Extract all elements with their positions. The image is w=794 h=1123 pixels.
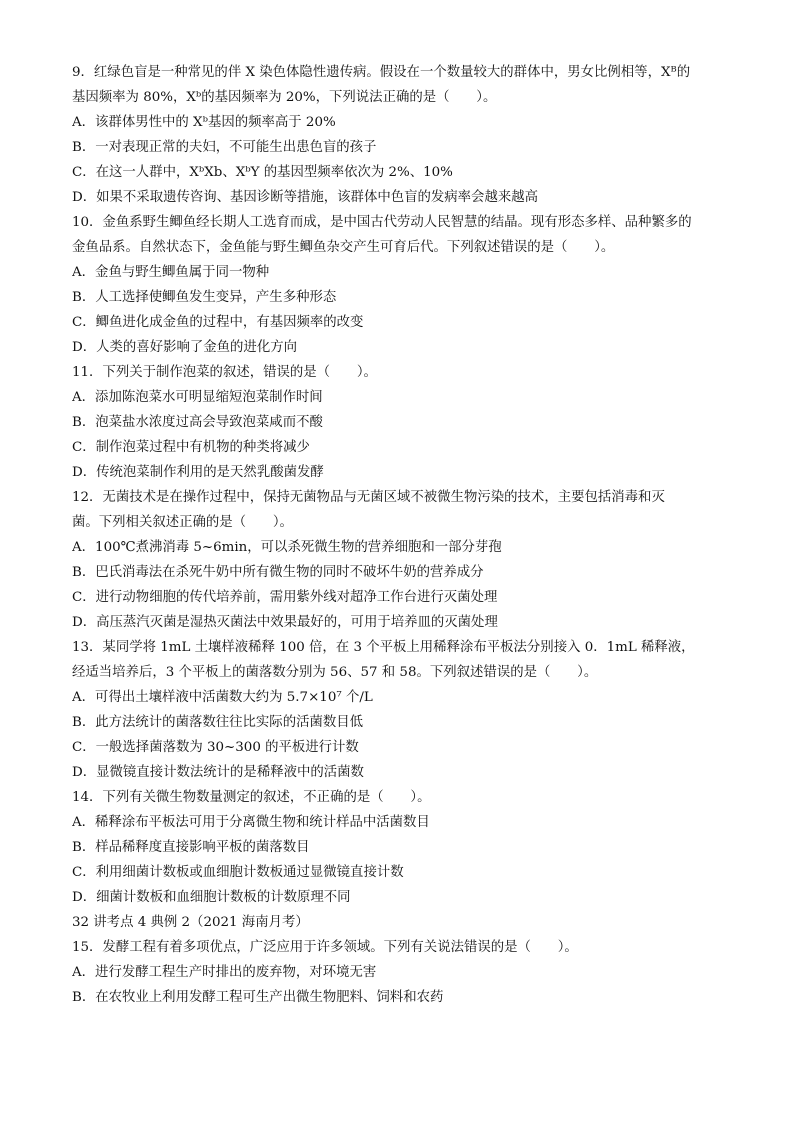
question-11-stem-line-1: 11．下列关于制作泡菜的叙述，错误的是（ ）。 <box>72 365 377 380</box>
question-11-option-b: B．泡菜盐水浓度过高会导致泡菜咸而不酸 <box>72 415 323 430</box>
question-10-option-a: A．金鱼与野生鲫鱼属于同一物种 <box>72 265 270 280</box>
question-9-option-b: B．一对表现正常的夫妇，不可能生出患色盲的孩子 <box>72 140 377 155</box>
question-15-stem-line-1: 15．发酵工程有着多项优点，广泛应用于许多领域。下列有关说法错误的是（ ）。 <box>72 940 578 955</box>
question-13-option-c: C．一般选择菌落数为 30~300 的平板进行计数 <box>72 740 359 755</box>
question-10-stem-line-1: 10．金鱼系野生鲫鱼经长期人工选育而成，是中国古代劳动人民智慧的结晶。现有形态多样、品种繁多的 <box>72 215 692 230</box>
question-12-option-c: C．进行动物细胞的传代培养前，需用紫外线对超净工作台进行灭菌处理 <box>72 590 498 605</box>
question-9-option-d: D．如果不采取遗传咨询、基因诊断等措施，该群体中色盲的发病率会越来越高 <box>72 190 539 205</box>
question-12-stem-line-1: 12．无菌技术是在操作过程中，保持无菌物品与无菌区域不被微生物污染的技术，主要包括消毒和灭 <box>72 490 665 505</box>
question-9-option-a: A．该群体男性中的 Xᵇ基因的频率高于 20% <box>72 115 336 130</box>
question-14-stem-line-1: 14．下列有关微生物数量测定的叙述，不正确的是（ ）。 <box>72 790 431 805</box>
question-10-stem-line-2: 金鱼品系。自然状态下，金鱼能与野生鲫鱼杂交产生可育后代。下列叙述错误的是（ ）。 <box>72 240 615 255</box>
question-9-option-c: C．在这一人群中，XᵇXb、XᵇY 的基因型频率依次为 2%、10% <box>72 165 453 180</box>
question-12-option-a: A．100℃煮沸消毒 5~6min，可以杀死微生物的营养细胞和一部分芽孢 <box>72 540 502 555</box>
question-14-option-c: C．利用细菌计数板或血细胞计数板通过显微镜直接计数 <box>72 865 404 880</box>
source-note: 32 讲考点 4 典例 2（2021 海南月考） <box>72 915 309 930</box>
question-9-stem-line-1: 9．红绿色盲是一种常见的伴 X 染色体隐性遗传病。假设在一个数量较大的群体中，男女比例相等，Xᴮ的 <box>72 65 691 80</box>
question-12-stem-line-2: 菌。下列相关叙述正确的是（ ）。 <box>72 515 293 530</box>
question-11-option-a: A．添加陈泡菜水可明显缩短泡菜制作时间 <box>72 390 323 405</box>
question-13-stem-line-2: 经适当培养后，3 个平板上的菌落数分别为 56、57 和 58。下列叙述错误的是（ ）。 <box>72 665 598 680</box>
question-14-option-d: D．细菌计数板和血细胞计数板的计数原理不同 <box>72 890 351 905</box>
question-12-option-d: D．高压蒸汽灭菌是湿热灭菌法中效果最好的，可用于培养皿的灭菌处理 <box>72 615 498 630</box>
question-13-option-b: B．此方法统计的菌落数往往比实际的活菌数目低 <box>72 715 364 730</box>
question-10-option-c: C．鲫鱼进化成金鱼的过程中，有基因频率的改变 <box>72 315 364 330</box>
question-14-option-a: A．稀释涂布平板法可用于分离微生物和统计样品中活菌数目 <box>72 815 430 830</box>
question-9-stem-line-2: 基因频率为 80%，Xᵇ的基因频率为 20%，下列说法正确的是（ ）。 <box>72 90 497 105</box>
question-13-option-a: A．可得出土壤样液中活菌数大约为 5.7×10⁷ 个/L <box>72 690 373 705</box>
question-13-option-d: D．显微镜直接计数法统计的是稀释液中的活菌数 <box>72 765 364 780</box>
question-11-option-d: D．传统泡菜制作利用的是天然乳酸菌发酵 <box>72 465 324 480</box>
question-12-option-b: B．巴氏消毒法在杀死牛奶中所有微生物的同时不破坏牛奶的营养成分 <box>72 565 484 580</box>
question-10-option-b: B．人工选择使鲫鱼发生变异，产生多种形态 <box>72 290 337 305</box>
question-10-option-d: D．人类的喜好影响了金鱼的进化方向 <box>72 340 297 355</box>
question-15-option-a: A．进行发酵工程生产时排出的废弃物，对环境无害 <box>72 965 377 980</box>
question-13-stem-line-1: 13．某同学将 1mL 土壤样液稀释 100 倍，在 3 个平板上用稀释涂布平板法分别接入 0．1mL 稀释液， <box>72 640 695 655</box>
question-list <box>72 60 732 1010</box>
question-15-option-b: B．在农牧业上利用发酵工程可生产出微生物肥料、饲料和农药 <box>72 990 444 1005</box>
question-11-option-c: C．制作泡菜过程中有机物的种类将减少 <box>72 440 310 455</box>
question-14-option-b: B．样品稀释度直接影响平板的菌落数目 <box>72 840 310 855</box>
